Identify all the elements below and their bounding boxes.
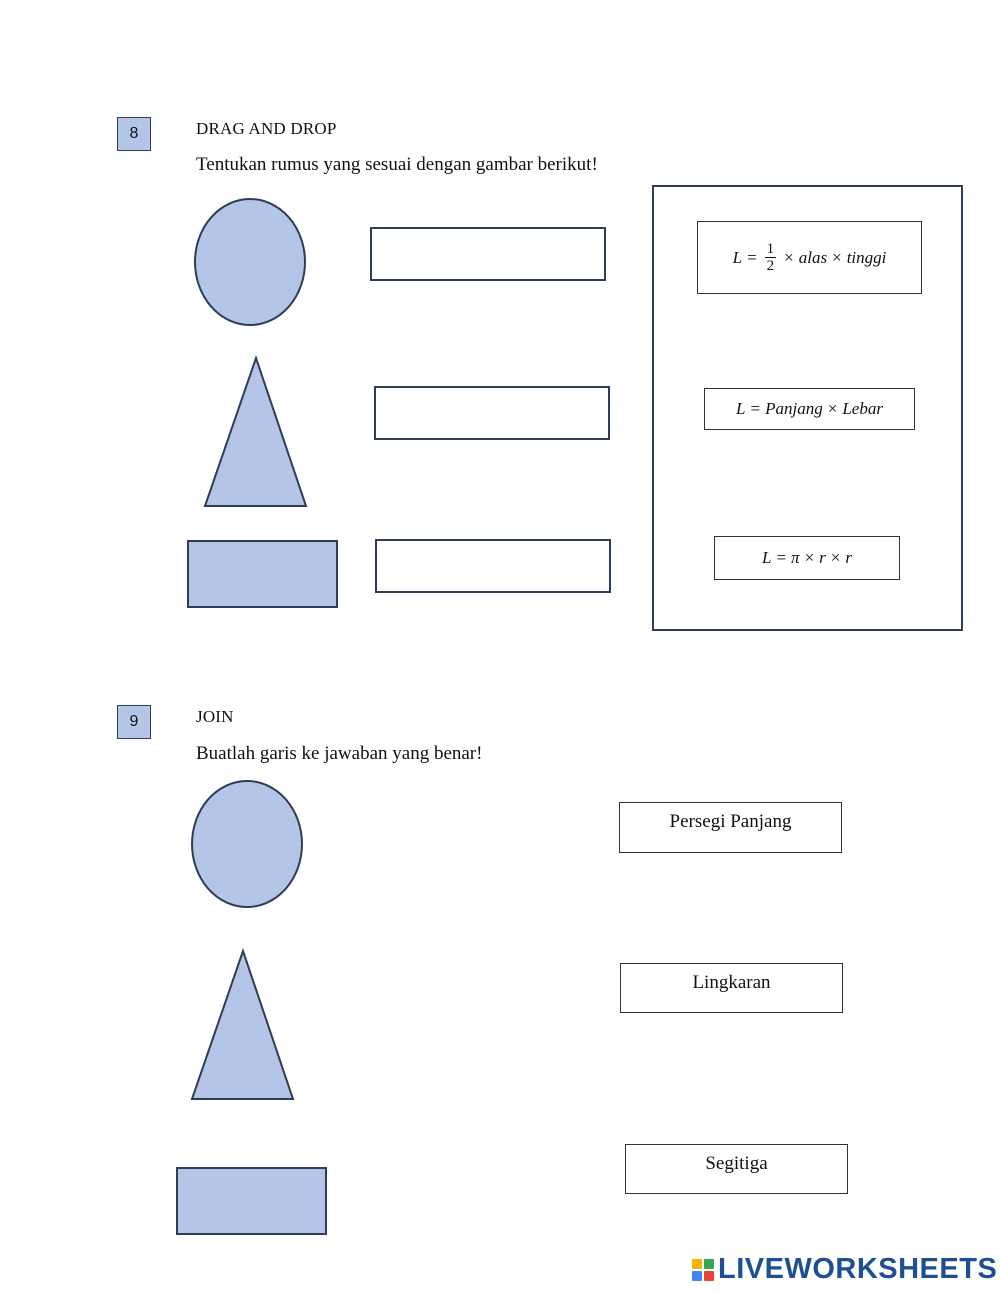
equals-sign: =: [776, 548, 787, 567]
times-sign: ×: [784, 247, 794, 267]
fraction-half: [765, 241, 777, 274]
drop-zone-rectangle[interactable]: [375, 539, 611, 593]
rectangle-shape-join[interactable]: [176, 1167, 328, 1237]
fraction-numerator: 1: [766, 241, 775, 257]
question-instruction-8: Tentukan rumus yang sesuai dengan gambar berikut!: [196, 154, 598, 175]
times-sign: ×: [827, 399, 838, 418]
triangle-shape-join[interactable]: [190, 949, 296, 1103]
question-type-drag-drop: DRAG AND DROP: [196, 119, 337, 138]
question-instruction-9: Buatlah garis ke jawaban yang benar!: [196, 743, 483, 764]
formula-base: alas: [798, 247, 828, 267]
formula-pi: π: [791, 548, 800, 567]
formula-length: Panjang: [765, 399, 823, 418]
liveworksheets-logo: [692, 1253, 997, 1286]
formula-height: tinggi: [846, 247, 887, 267]
formula-radius: r: [845, 548, 853, 567]
formula-circle-area[interactable]: [714, 536, 900, 580]
question-type-join: JOIN: [196, 707, 234, 726]
triangle-shape: [203, 356, 309, 510]
equals-sign: =: [747, 247, 757, 267]
formula-rectangle-area[interactable]: [704, 388, 915, 430]
drop-zone-triangle[interactable]: [374, 386, 610, 440]
circle-shape: [193, 197, 307, 327]
formula-lhs: L: [761, 548, 772, 567]
rectangle-shape: [187, 540, 339, 610]
times-sign: ×: [804, 548, 815, 567]
formula-triangle-area[interactable]: [697, 221, 922, 294]
formula-width: Lebar: [842, 399, 883, 418]
drop-zone-circle[interactable]: [370, 227, 606, 281]
answer-lingkaran[interactable]: Lingkaran: [620, 963, 843, 1013]
formula-lhs: L: [736, 399, 746, 418]
fraction-denominator: 2: [766, 258, 775, 274]
logo-text: LIVEWORKSHEETS: [718, 1253, 998, 1285]
circle-shape-join[interactable]: [190, 779, 304, 909]
liveworksheets-logo-icon: [692, 1259, 714, 1281]
question-number-9: 9: [117, 705, 151, 739]
equals-sign: =: [750, 399, 761, 418]
formula-lhs: L: [732, 247, 743, 267]
answer-segitiga[interactable]: Segitiga: [625, 1144, 848, 1194]
times-sign: ×: [832, 247, 842, 267]
times-sign: ×: [830, 548, 841, 567]
answer-persegi-panjang[interactable]: Persegi Panjang: [619, 802, 842, 853]
formula-radius: r: [819, 548, 826, 567]
question-number-8: 8: [117, 117, 151, 151]
